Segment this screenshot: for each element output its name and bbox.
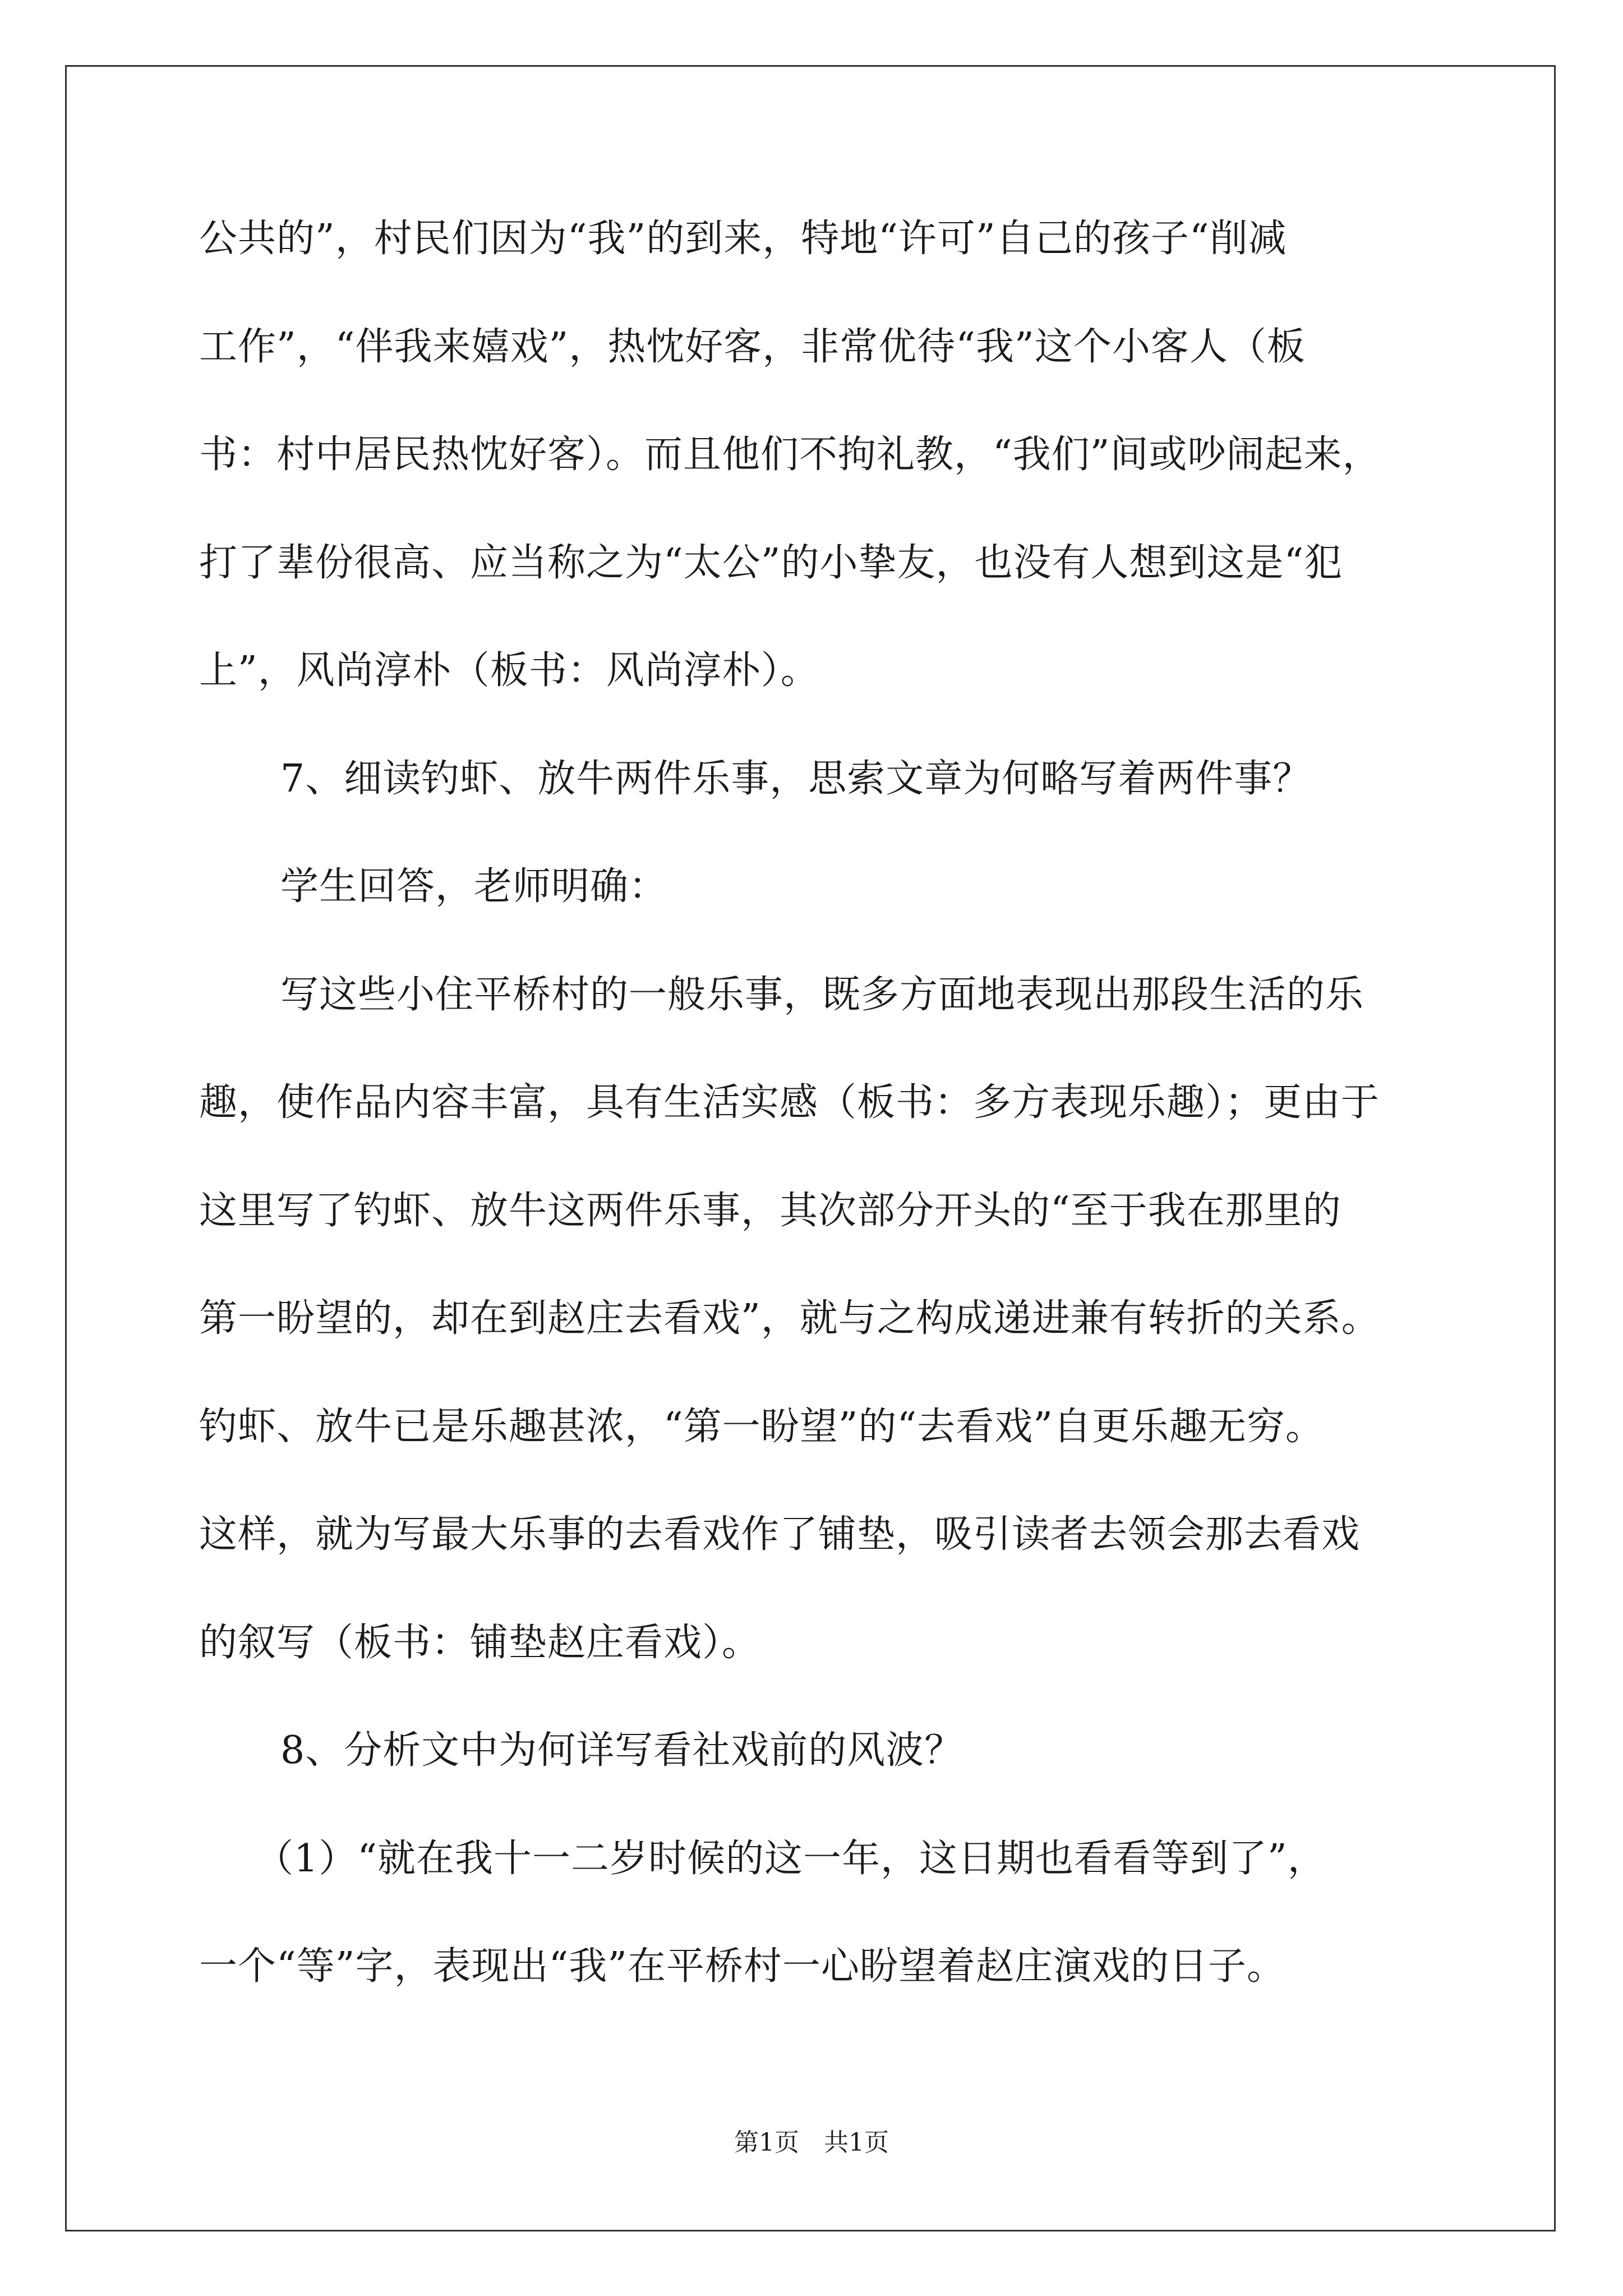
text-line: 公共的”，村民们因为“我”的到来，特地“许可”自己的孩子“削减 [199, 217, 1287, 261]
page-footer: 第1页 共1页 [734, 2128, 889, 2157]
text-line: （1）“就在我十一二岁时候的这一年，这日期也看看等到了”， [255, 1836, 1326, 1881]
text-line: 学生回答，老师明确： [280, 864, 668, 909]
text-line: 8、分析文中为何详写看社戏前的风波？ [280, 1728, 963, 1773]
document-body [199, 217, 1433, 2056]
text-line: 打了辈份很高、应当称之为“太公”的小挚友，也没有人想到这是“犯 [199, 540, 1343, 585]
text-line: 书：村中居民热忱好客）。而且他们不拘礼教，“我们”间或吵闹起来， [199, 432, 1381, 477]
text-line: 写这些小住平桥村的一般乐事，既多方面地表现出那段生活的乐 [280, 972, 1364, 1017]
text-line: 钓虾、放牛已是乐趣甚浓，“第一盼望”的“去看戏”自更乐趣无穷。 [199, 1404, 1325, 1449]
text-line: 上”，风尚淳朴（板书：风尚淳朴）。 [199, 648, 819, 693]
text-line: 7、细读钓虾、放牛两件乐事，思索文章为何略写着两件事？ [280, 756, 1312, 801]
text-line: 这样，就为写最大乐事的去看戏作了铺垫，吸引读者去领会那去看戏 [199, 1512, 1361, 1557]
text-line: 工作”，“伴我来嬉戏”，热忱好客，非常优待“我”这个小客人（板 [199, 324, 1306, 369]
text-line: 这里写了钓虾、放牛这两件乐事，其次部分开头的“至于我在那里的 [199, 1188, 1341, 1233]
text-line: 第一盼望的，却在到赵庄去看戏”，就与之构成递进兼有转折的关系。 [199, 1296, 1380, 1341]
text-line: 趣，使作品内容丰富，具有生活实感（板书：多方表现乐趣）；更由于 [199, 1080, 1380, 1125]
text-line: 一个“等”字，表现出“我”在平桥村一心盼望着赵庄演戏的日子。 [199, 1944, 1286, 1989]
text-line: 的叙写（板书：铺垫赵庄看戏）。 [199, 1620, 761, 1665]
